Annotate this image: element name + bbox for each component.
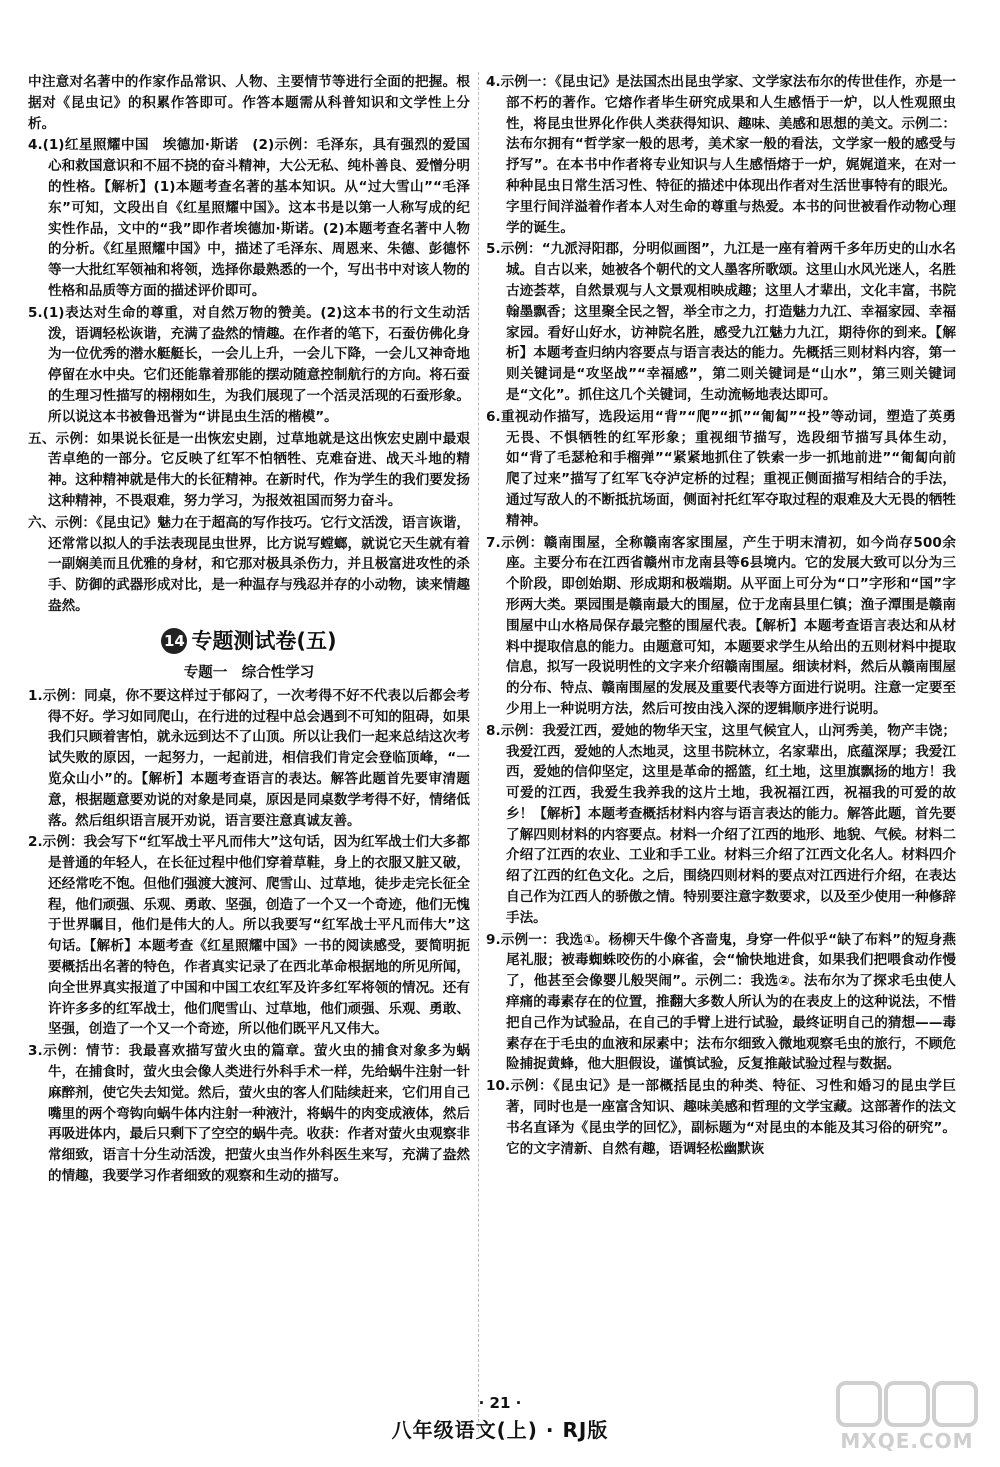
left-column [28,72,470,1447]
answer-paragraph [28,135,470,301]
answer-text: 示例：《昆虫记》魅力在于超高的写作技巧。它行文活泼，语言诙谐，还常常以拟人的手法表现昆虫世界，比方说写螳螂，就说它天生就有着一副娴美而且优雅的身材，和它那对极具杀伤力，并且极富进攻性的杀手、防御的武器形成对比，是一种温存与残忍并存的小动物，读来情趣盎然。 [48,514,470,614]
right-column [486,72,956,1447]
answer-text: 重视动作描写，选段运用“背”“爬”“抓”“匍匐”“投”等动词，塑造了英勇无畏、不惧牺牲的红军形象；重视细节描写，选段细节描写具体生动，如“背了毛瑟枪和手榴弹”“紧紧地抓住了铁索一步一抓地前进”“匍匐向前爬了过来”描写了红军飞夺泸定桥的过程；重视正侧面描写相结合的手法，通过写敌人的不断抵抗场面，侧面衬托红军夺取过程的艰难及大无畏的牺牲精神。 [500,408,956,529]
answer-text: (1)红星照耀中国 埃德加·斯诺 (2)示例：毛泽东，具有强烈的爱国心和救国意识和不屈不挠的奋斗精神，大公无私、纯朴善良、爱憎分明的性格。【解析】(1)本题考查名著的基本知识。从“过大雪山”“毛泽东”可知，文段出自《红星照耀中国》。这本书是以第一人称写成的纪实性作品，文中的“我”即作者埃德加·斯诺。(2)本题考查名著中人物的分析。《红星照耀中国》中，描述了毛泽东、周恩来、朱德、彭德怀等一大批红军领袖和将领，选择你最熟悉的一个，写出书中对该人物的性格和品质等方面的描述评价即可。 [42,137,470,299]
section-title [28,625,470,655]
answer-text: 示例：如果说长征是一出恢宏史剧，过草地就是这出恢宏史剧中最艰苦卓绝的一部分。它反映了红军不怕牺牲、克难奋进、战天斗地的精神。这种精神就是伟大的长征精神。在新时代，作为学生的我们要发扬这种精神，不畏艰难，努力学习，为报效祖国而努力奋斗。 [48,430,470,509]
watermark-text: MXQE.COM [840,1429,974,1453]
answer-paragraph [486,1076,956,1159]
right-answers [486,72,956,1159]
answer-paragraph [28,429,470,512]
answer-paragraph [28,1041,470,1187]
left-answers-part-1 [28,72,470,617]
watermark-graphic [832,1377,982,1433]
answer-text: 示例：我会写下“红军战士平凡而伟大”这句话，因为红军战士们大多都是普通的年轻人，在长征过程中他们穿着草鞋，身上的衣服又脏又破，还经常吃不饱。但他们强渡大渡河、爬雪山、过草地，徒步走完长征全程，他们顽强、乐观、勇敢、坚强，创造了一个又一个奇迹，他们无愧于世界瞩目，他们是伟大的人。所以我要写“红军战士平凡而伟大”这句话。【解析】本题考查《红星照耀中国》一书的阅读感受，要简明扼要概括出名著的特色，作者真实记录了在西北革命根据地的所见所闻，向全世界真实报道了中国和中国工农红军及许多红军将领的情况。还有许许多多的红军战士，他们爬雪山、过草地，他们顽强、乐观、勇敢、坚强，创造了一个又一个奇迹，所以他们既平凡又伟大。 [42,834,470,1038]
answer-number: 六、 [28,514,56,531]
answer-text: 示例：情节：我最喜欢描写萤火虫的篇章。萤火虫的捕食对象多为蜗牛，在捕食时，萤火虫会像人类进行外科手术一样，先给蜗牛注射一针麻醉剂，使它失去知觉。然后，萤火虫的客人们陆续赶来，它们用自己嘴里的两个弯钩向蜗牛体内注射一种液汁，将蜗牛的肉变成液体，然后再吸进体内，最后只剩下了空空的蜗牛壳。收获：作者对萤火虫观察非常细致，语言十分生动活泼，把萤火虫当作外科医生来写，充满了盎然的情趣，我要学习作者细致的观察和生动的描写。 [42,1043,470,1185]
answer-number: 五、 [28,430,56,447]
answer-paragraph [28,303,470,428]
answer-number: 5. [28,304,43,321]
page-number: · 21 · [478,1394,522,1412]
answer-paragraph [486,533,956,720]
answer-number: 9. [486,931,501,948]
answer-number: 4. [486,74,501,90]
column-divider [478,72,480,1432]
answer-paragraph [486,72,956,238]
book-label: 八年级语文(上) · RJ版 [391,1418,609,1442]
section-title-text: 专题测试卷(五) [191,628,337,653]
answer-text: 中注意对名著中的作家作品常识、人物、主要情节等进行全面的把握。根据对《昆虫记》的积累作答即可。作答本题需从科普知识和文学性上分析。 [28,74,470,132]
answer-paragraph [28,72,470,134]
answer-text: 示例一：《昆虫记》是法国杰出昆虫学家、文学家法布尔的传世佳作，亦是一部不朽的著作。它熔作者毕生研究成果和人生感悟于一炉，以人性观照虫性，将昆虫世界化作供人类获得知识、趣味、美感和思想的美文。示例二：法布尔拥有“哲学家一般的思考，美术家一般的看法，文学家一般的感受与抒写”。在本书中作者将专业知识与人生感悟熔于一炉，娓娓道来，在对一种种昆虫日常生活习性、特征的描述中体现出作者对生活世事特有的眼光。字里行间洋溢着作者本人对生命的尊重与热爱。本书的问世被看作动物心理学的诞生。 [500,74,956,236]
answer-number: 10. [486,1078,511,1095]
left-answers-part-2 [28,686,470,1187]
answer-text: 示例：我爱江西，爱她的物华天宝，这里气候宜人，山河秀美，物产丰饶；我爱江西，爱她的人杰地灵，这里书院林立，名家辈出，底蕴深厚；我爱江西，爱她的信仰坚定，这里是革命的摇篮，红土地，这里旗飘扬的地方！我可爱的江西，我爱生我养我的这片土地，我祝福江西，祝福我的可爱的故乡！【解析】本题考查概括材料内容与语言表达的能力。解答此题，首先要了解四则材料的内容要点。材料一介绍了江西的地形、地貌、气候。材料二介绍了江西的农业、工业和手工业。材料三介绍了江西文化名人。材料四介绍了江西的红色文化。之后，围绕四则材料的要点对江西进行介绍，在表达自己作为江西人的骄傲之情。特别要注意字数要求，以及至少使用一种修辞手法。 [500,722,956,926]
answer-text: 示例：“九派浔阳郡，分明似画图”，九江是一座有着两千多年历史的山水名城。自古以来，她被各个朝代的文人墨客所歌颂。这里山水风光迷人，名胜古迹荟萃，自然景观与人文景观相映成趣；这里人才辈出，文化丰富，书院翰墨飘香；这里聚全民之智，举全市之力，打造魅力九江、幸福家园、幸福家园。看好山好水，访神院名胜，感受九江魅力九江，期待你的到来。【解析】本题考查归纳内容要点与语言表达的能力。先概括三则材料内容，第一则关键词是“攻坚战”“幸福感”，第二则关键词是“山水”，第三则关键词是“文化”。抓住这几个关键词，生动流畅地表达即可。 [500,241,956,403]
answer-paragraph [486,407,956,532]
answer-number: 1. [28,687,43,704]
answer-paragraph [28,686,470,832]
subsection-title: 专题一 综合性学习 [183,664,315,681]
answer-text: (1)表达对生命的尊重，对自然万物的赞美。(2)这本书的行文生动活泼，语调轻松诙谐，充满了盎然的情趣。在作者的笔下，石蚕仿佛化身为一位优秀的潜水艇艇长，一会儿上升，一会儿下降，一会儿又神奇地停留在水中央。它们还能靠着那能的摆动随意控制航行的方向。将石蚕的生理习性描写的栩栩如生，为我们展现了一个活灵活现的石蚕形象。所以说这本书被鲁迅誉为“讲昆虫生活的楷模”。 [42,304,470,425]
answer-number: 6. [486,408,501,425]
answer-number: 8. [486,722,501,739]
answer-number: 2. [28,834,43,851]
answer-text: 示例一：我选①。杨柳天牛像个吝啬鬼，身穿一件似乎“缺了布料”的短身燕尾礼服；被毒蜘蛛咬伤的小麻雀，会“愉快地进食，如果我们把喂食动作慢了，他甚至会像婴儿般哭闹”。示例二：我选②。法布尔为了探求毛虫使人痒痛的毒素存在的位置，推翻大多数人所认为的在表皮上的这种说法，不惜把自己作为试验品，在自己的手臂上进行试验，最终证明自己的猜想——毒素存在于毛虫的血液和尿素中；法布尔细致入微地观察毛虫的旅行，不顾危险捕捉黄蜂，他大胆假设，谨慎试验，反复推敲试验过程与数据。 [500,931,956,1073]
answer-number: 5. [486,241,501,258]
answer-paragraph [486,721,956,929]
section-number-badge: 14 [161,628,187,654]
answer-paragraph [486,930,956,1076]
answer-text: 示例：同桌，你不要这样过于郁闷了，一次考得不好不代表以后都会考得不好。学习如同爬山，在行进的过程中总会遇到不可知的阻碍，如果我们只顾着害怕，就永远到达不了山顶。所以让我们一起来总结这次考试失败的原因，一起努力，一起前进，相信我们肯定会登临顶峰，“一览众山小”的。【解析】本题考查语言的表达。解答此题首先要审清题意，根据题意要劝说的对象是同桌，原因是同桌数学考得不好，情绪低落。然后组织语言展开劝说，语言要注意真诚友善。 [42,687,470,829]
answer-paragraph [486,239,956,405]
watermark-logo [832,1377,982,1457]
answer-number: 4. [28,137,43,154]
answer-number: 7. [486,534,501,551]
answer-number: 3. [28,1043,43,1060]
answer-text: 示例：赣南围屋，全称赣南客家围屋，产生于明末清初，如今尚存500余座。主要分布在江西省赣州市龙南县等6县境内。它的发展大致可以分为三个阶段，即创始期、形成期和极端期。从平面上可分为“口”字形和“国”字形两大类。栗园围是赣南最大的围屋，位于龙南县里仁镇；渔子潭围是赣南围屋中山水格局保存最完整的围屋代表。【解析】本题考查语言表达和从材料中提取信息的能力。由题意可知，本题要求学生从给出的五则材料中提取信息，拟写一段说明性的文字来介绍赣南围屋。细读材料，然后从赣南围屋的分布、特点、赣南围屋的发展及重要代表等方面进行说明。注意一定要至少用上一种说明方法，然后可按由浅入深的逻辑顺序进行说明。 [500,534,956,717]
answer-paragraph [28,832,470,1040]
answer-text: 示例：《昆虫记》是一部概括昆虫的种类、特征、习性和婚习的昆虫学巨著，同时也是一座富含知识、趣味美感和哲理的文学宝藏。这部著作的法文书名直译为《昆虫学的回忆》，副标题为“对昆虫的本能及其习俗的研究”。它的文字清新、自然有趣，语调轻松幽默诙 [506,1078,956,1157]
answer-paragraph [28,513,470,617]
